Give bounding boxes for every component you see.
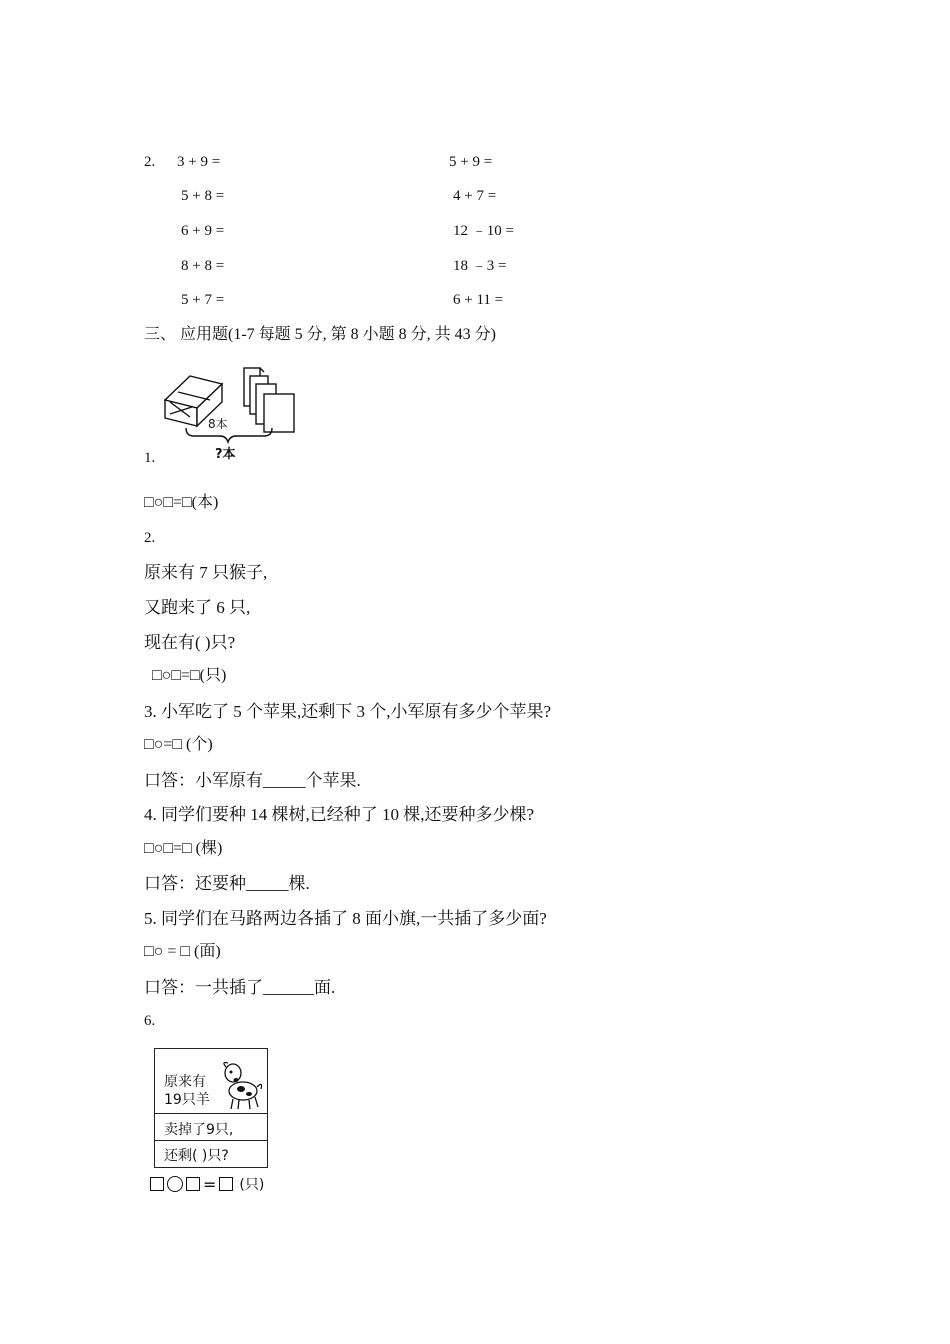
equation-right-2: 4 + 7 = [453,188,497,204]
q5-question: 5. 同学们在马路两边各插了 8 面小旗,一共插了多少面? [144,909,547,928]
answer-box-icon [150,1177,164,1191]
books-figure [160,362,300,462]
q6-number: 6. [144,1013,156,1029]
q2-equation: □○□=□(只) [152,667,227,684]
q2-line-1: 原来有 7 只猴子, [144,563,268,582]
q3-equation: □○=□ (个) [144,736,213,753]
equation-right-5: 6 + 11 = [453,292,504,308]
operator-circle-icon [167,1176,183,1192]
books-stack-icon [244,368,294,432]
section-3-heading: 三、 应用题(1-7 每题 5 分, 第 8 小题 8 分, 共 43 分) [144,326,496,343]
q4-question: 4. 同学们要种 14 棵树,已经种了 10 棵,还要种多少棵? [144,805,535,824]
brace-icon [186,428,272,442]
q1-number: 1. [144,450,156,466]
figure-label-bottom: ?本 [215,447,236,462]
box-line-3: 还剩( )只? [164,1148,229,1164]
q5-answer: 口答：一共插了______面. [144,978,336,997]
box-line-1b: 19只羊 [164,1092,210,1108]
section-2-number: 2. [144,154,156,170]
q2-line-3: 现在有( )只? [144,633,236,652]
sheep-icon [219,1059,267,1111]
box-line-2: 卖掉了9只, [164,1122,234,1138]
q2-number: 2. [144,530,156,546]
equals-sign: = [203,1174,217,1194]
equation-right-1: 5 + 9 = [449,154,493,170]
q3-answer: 口答：小军原有_____个苹果. [144,771,361,790]
q6-equation [150,1174,264,1194]
q2-line-2: 又跑来了 6 只, [144,598,251,617]
q5-equation: □○ = □ (面) [144,943,221,960]
answer-box-icon [219,1177,233,1191]
q6-unit: (只) [239,1177,265,1193]
q4-equation: □○□=□ (棵) [144,840,223,857]
equation-right-3: 12 ﹣10 = [453,223,514,239]
equation-right-4: 18 ﹣3 = [453,258,507,274]
figure-label-top: 8本 [208,417,228,431]
equation-left-1: 3 + 9 = [177,154,221,170]
q1-equation: □○□=□(本) [144,494,219,511]
equation-left-2: 5 + 8 = [181,188,225,204]
equation-left-3: 6 + 9 = [181,223,225,239]
box-line-1a: 原来有 [164,1074,206,1090]
q3-question: 3. 小军吃了 5 个苹果,还剩下 3 个,小军原有多少个苹果? [144,702,552,721]
answer-box-icon [186,1177,200,1191]
equation-left-5: 5 + 7 = [181,292,225,308]
q4-answer: 口答：还要种_____棵. [144,874,310,893]
equation-left-4: 8 + 8 = [181,258,225,274]
sheep-story-box [154,1048,268,1168]
